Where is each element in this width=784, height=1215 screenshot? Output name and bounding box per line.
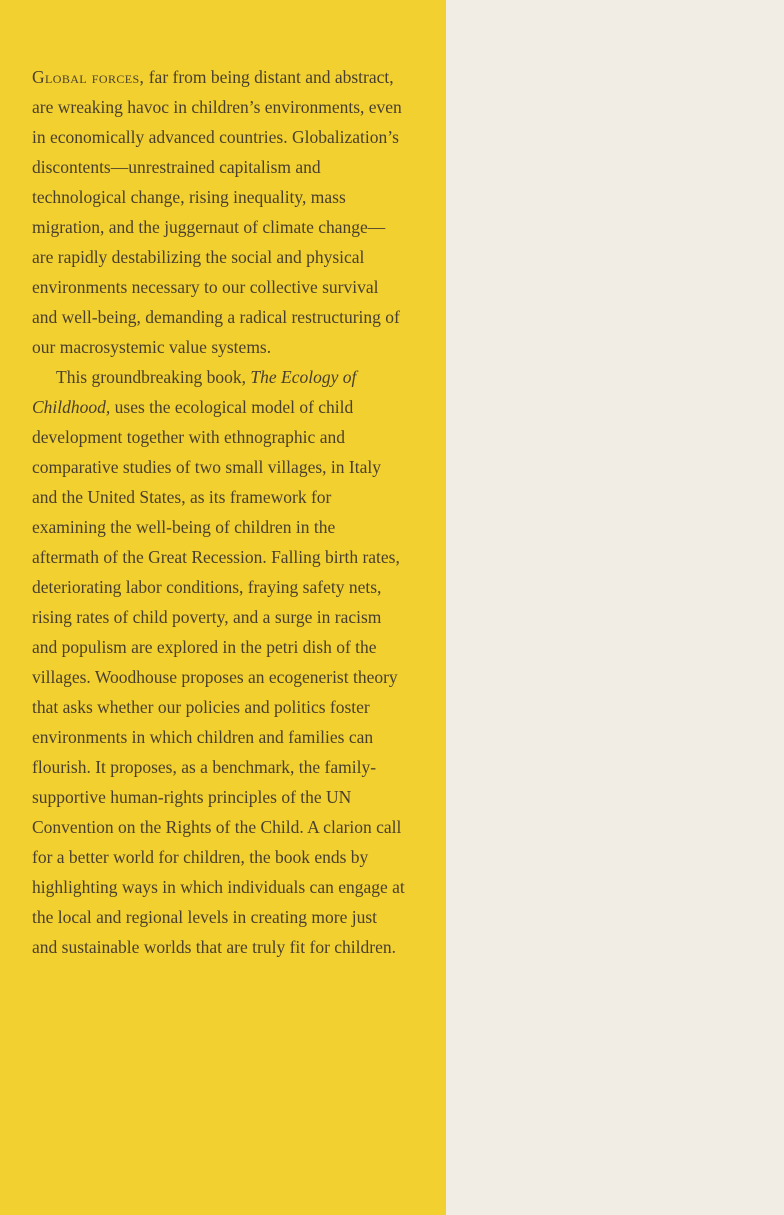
blank-page-panel [446, 0, 784, 1215]
book-title: The Ecology of Childhood, [32, 367, 357, 417]
blurb-paragraph-2-intro: This groundbreaking book, [56, 367, 251, 387]
blurb-paragraph-2-text: uses the ecological model of child development together with ethnographic and comparative studies of two small villages, in Italy and the United States, as its framework for examining the well-being of children in the aftermath of the Great Recession. Falling birth rates, deteriorating labor conditions, fraying safety nets, rising rates of child poverty, and a surge in racism and populism are explored in the petri dish of the villages. Woodhouse proposes an ecogenerist theory that asks whether our policies and politics foster environments in which children and families can flourish. It proposes, as a benchmark, the family-supportive human-rights principles of the UN Convention on the Rights of the Child. A clarion call for a better world for children, the book ends by highlighting ways in which individuals can engage at the local and regional levels in creating more just and sustainable worlds that are truly fit for children. [32, 397, 405, 957]
blurb-paragraph-1-text: far from being distant and abstract, are wreaking havoc in children’s environments, even in economically advanced countries. Globalization’s discontents—unrestrained capitalism and technological change, rising inequality, mass migration, and the juggernaut of climate change—are rapidly destabilizing the social and physical environments necessary to our collective survival and well-being, demanding a radical restructuring of our macrosystemic value systems. [32, 67, 402, 357]
blurb-paragraph-2 [32, 362, 406, 962]
blurb-paragraph-1 [32, 62, 406, 362]
blurb-lead-in: Global forces, [32, 67, 145, 87]
back-cover-blurb [32, 62, 406, 962]
